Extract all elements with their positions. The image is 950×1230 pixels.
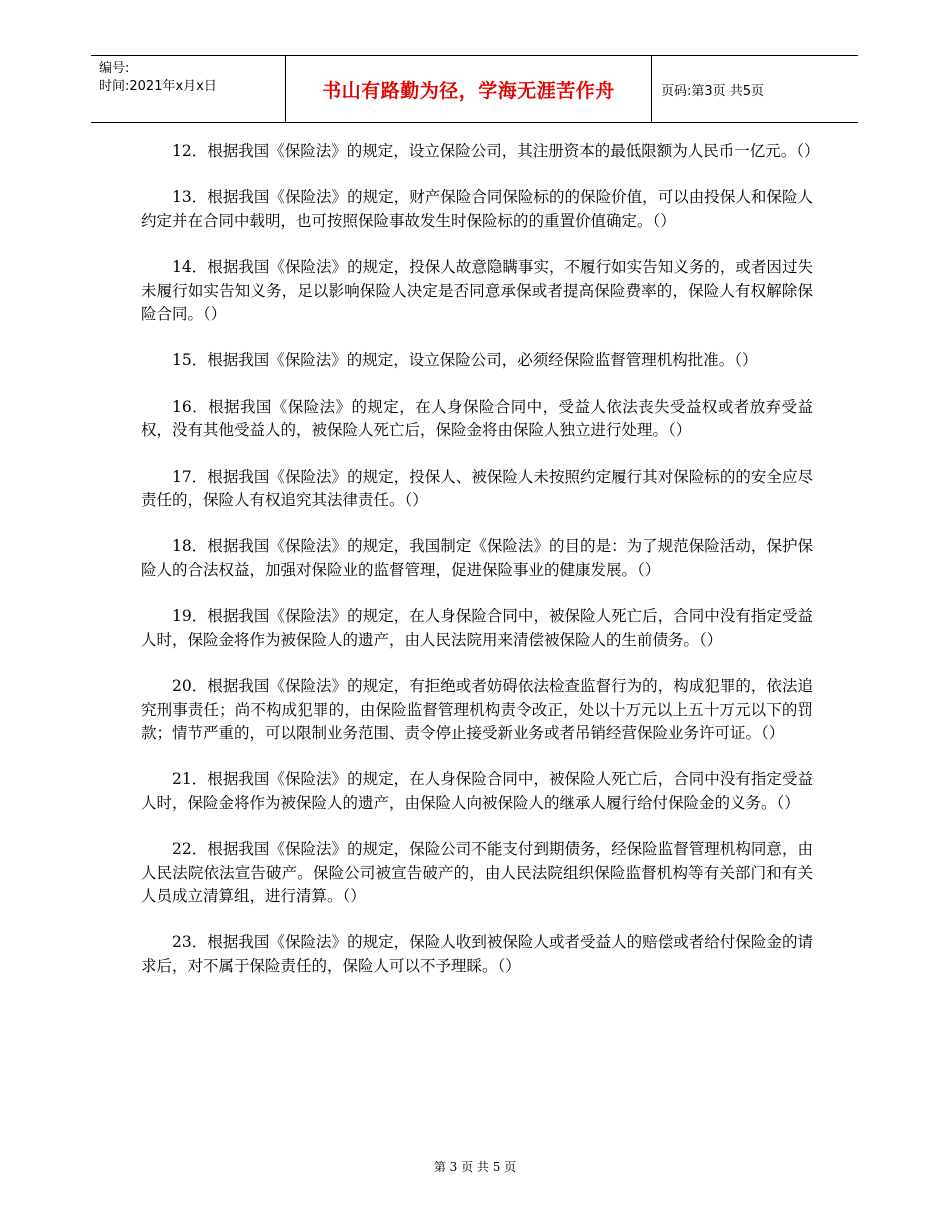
header-divider (651, 56, 652, 122)
header-page-info: 页码:第3页 共5页 (661, 83, 765, 99)
header-number-label: 编号: (99, 61, 130, 76)
question-item: 20．根据我国《保险法》的规定，有拒绝或者妨碍依法检查监督行为的，构成犯罪的，依法追究刑事责任；尚不构成犯罪的，由保险监督管理机构责令改正，处以十万元以上五十万元以下的罚款；情节严重的，可以限制业务范围、责令停止接受新业务或者吊销经营保险业务许可证。（） (141, 677, 813, 742)
page-header (91, 55, 858, 123)
question-item: 22．根据我国《保险法》的规定，保险公司不能支付到期债务，经保险监督管理机构同意，由人民法院依法宣告破产。保险公司被宣告破产的，由人民法院组织保险监督机构等有关部门和有关人员成立清算组，进行清算。（） (141, 840, 813, 905)
question-item: 18．根据我国《保险法》的规定，我国制定《保险法》的目的是：为了规范保险活动，保护保险人的合法权益，加强对保险业的监督管理，促进保险事业的健康发展。（） (141, 537, 813, 579)
question-item: 14．根据我国《保险法》的规定，投保人故意隐瞒事实，不履行如实告知义务的，或者因过失未履行如实告知义务，足以影响保险人决定是否同意承保或者提高保险费率的，保险人有权解除保险合同。（） (141, 258, 813, 324)
question-item: 17．根据我国《保险法》的规定，投保人、被保险人未按照约定履行其对保险标的的安全应尽责任的，保险人有权追究其法律责任。（） (141, 467, 813, 510)
header-meta (99, 60, 284, 96)
question-item: 15．根据我国《保险法》的规定，设立保险公司，必须经保险监督管理机构批准。（） (172, 351, 758, 370)
question-list (141, 140, 820, 1001)
question-item: 21．根据我国《保险法》的规定，在人身保险合同中，被保险人死亡后，合同中没有指定受益人时，保险金将作为被保险人的遗产，由保险人向被保险人的继承人履行给付保险金的义务。（） (141, 770, 813, 812)
question-item: 13．根据我国《保险法》的规定，财产保险合同保险标的的保险价值，可以由投保人和保险人约定并在合同中载明，也可按照保险事故发生时保险标的的重置价值确定。（） (141, 188, 813, 230)
question-item: 19．根据我国《保险法》的规定，在人身保险合同中，被保险人死亡后，合同中没有指定受益人时，保险金将作为被保险人的遗产，由人民法院用来清偿被保险人的生前债务。（） (141, 607, 813, 649)
question-item: 23．根据我国《保险法》的规定，保险人收到被保险人或者受益人的赔偿或者给付保险金的请求后，对不属于保险责任的，保险人可以不予理睬。（） (141, 933, 813, 975)
question-item: 12．根据我国《保险法》的规定，设立保险公司，其注册资本的最低限额为人民币一亿元。（） (172, 142, 820, 160)
header-motto: 书山有路勤为径，学海无涯苦作舟 (322, 79, 615, 102)
question-item: 16．根据我国《保险法》的规定，在人身保险合同中，受益人依法丧失受益权或者放弃受益权，没有其他受益人的，被保险人死亡后，保险金将由保险人独立进行处理。（） (141, 397, 813, 440)
header-time-label: 时间:2021年x月x日 (99, 79, 217, 94)
page-footer: 第 3 页 共 5 页 (433, 1160, 517, 1174)
